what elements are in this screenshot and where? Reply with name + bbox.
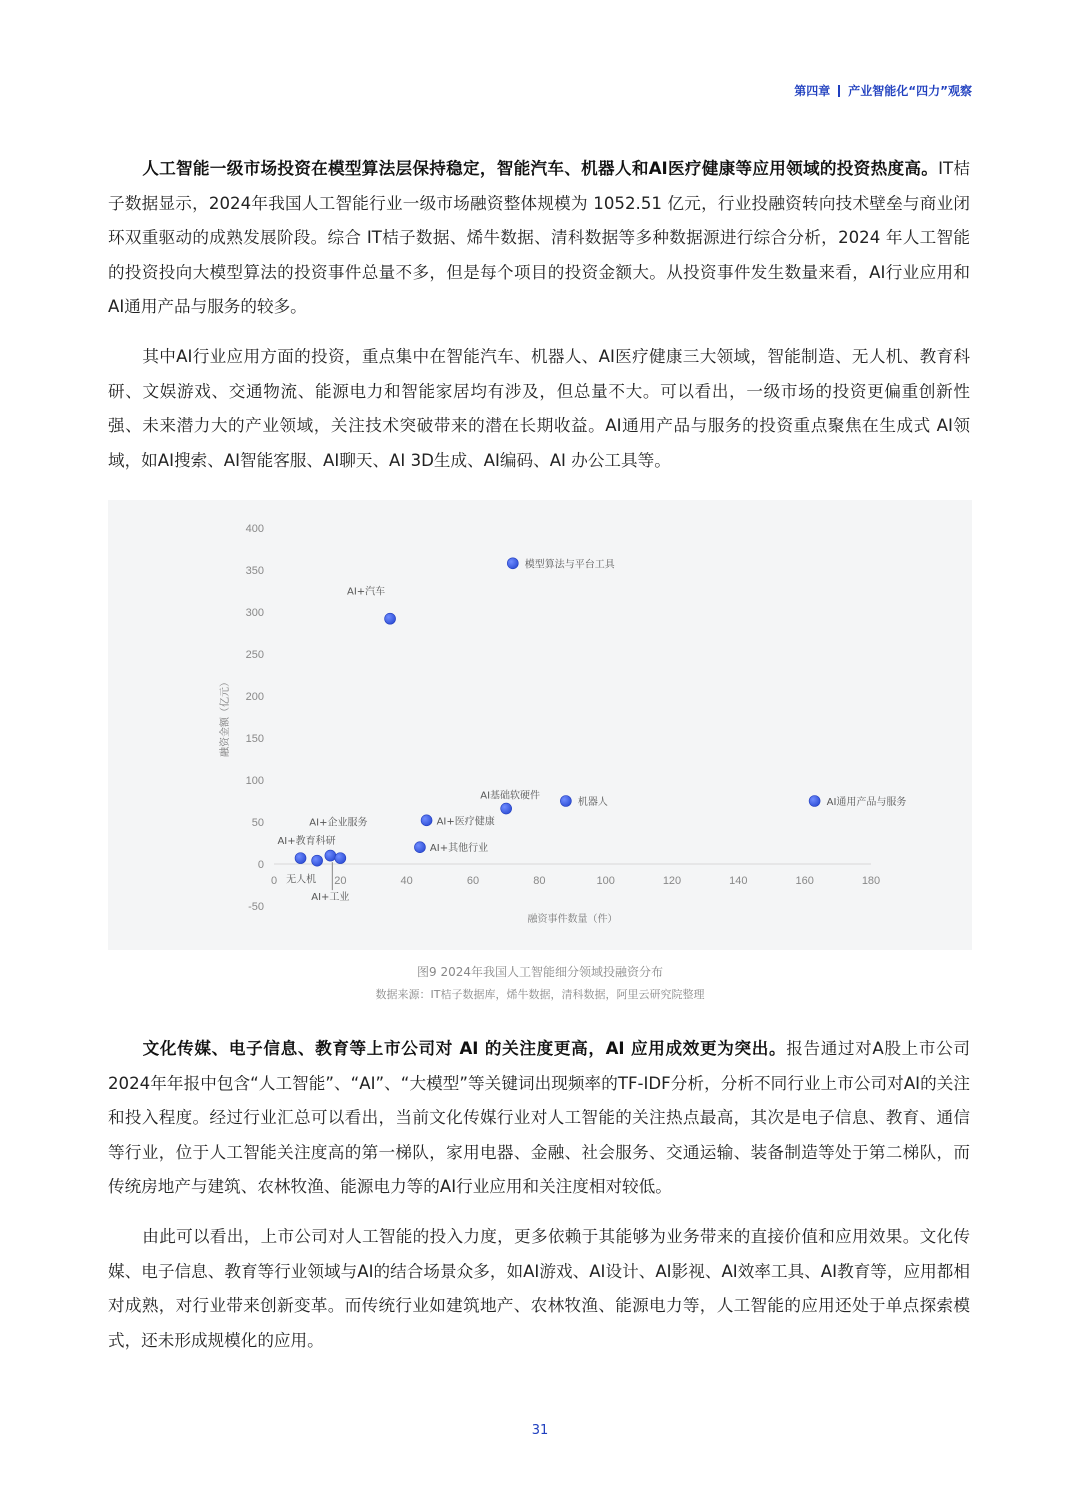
data-point-label: AI+其他行业	[429, 843, 489, 855]
data-point-label: 无人机	[286, 874, 317, 886]
paragraph-2-body: 其中AI行业应用方面的投资，重点集中在智能汽车、机器人、AI医疗健康三大领域，智能制造、无人机、教育科研、文娱游戏、交通物流、能源电力和智能家居均有涉及，但总量不大。可以看出，一级市场的投资更偏重创新性强、未来潜力大的产业领域，关注技术突破带来的潜在长期收益。AI通用产品与服务的投资重点聚焦在生成式 AI领域，如AI搜索、AI智能客服、AI聊天、AI 3D生成、AI编码、AI 办公工具等。	[108, 347, 970, 470]
data-point	[414, 842, 425, 853]
y-tick-label: 150	[245, 733, 264, 745]
y-tick-label: 0	[257, 859, 264, 871]
data-point-label: AI+汽车	[346, 586, 386, 598]
data-point-label: AI通用产品与服务	[826, 797, 907, 808]
y-tick-label: 300	[245, 607, 264, 619]
y-tick-label: 400	[245, 523, 264, 535]
y-tick-label: 100	[245, 775, 264, 787]
y-axis-title: 融资金额（亿元）	[220, 677, 231, 757]
data-point-label: 机器人	[577, 797, 608, 808]
data-point	[325, 850, 336, 861]
header-divider	[838, 85, 840, 97]
x-tick-label: 180	[861, 875, 881, 887]
x-tick-label: 120	[662, 875, 682, 887]
data-point	[560, 796, 571, 807]
y-tick-label: 250	[245, 649, 264, 661]
figure-caption: 图9 2024年我国人工智能细分领域投融资分布	[417, 965, 663, 979]
chapter-title: 产业智能化“四力”观察	[848, 84, 972, 98]
page-number: 31	[531, 1423, 549, 1438]
x-tick-label: 80	[533, 875, 546, 887]
data-point-label: AI基础软硬件	[480, 790, 541, 802]
paragraph-4	[108, 1220, 970, 1358]
data-point-label: AI+工业	[311, 892, 350, 904]
data-point	[385, 613, 396, 624]
paragraph-3	[108, 1032, 970, 1205]
paragraph-2	[108, 340, 970, 478]
chapter-label: 第四章	[794, 84, 831, 98]
x-tick-label: 20	[334, 875, 347, 887]
x-tick-label: 40	[400, 875, 413, 887]
page-header	[794, 82, 972, 99]
paragraph-4-body: 由此可以看出，上市公司对人工智能的投入力度，更多依赖于其能够为业务带来的直接价值和应用效果。文化传媒、电子信息、教育等行业领域与AI的结合场景众多，如AI游戏、AI设计、AI影视、AI效率工具、AI教育等，应用都相对成熟，对行业带来创新变革。而传统行业如建筑地产、农林牧渔、能源电力等，人工智能的应用还处于单点探索模式，还未形成规模化的应用。	[108, 1227, 970, 1350]
y-tick-label: 200	[245, 691, 264, 703]
x-tick-label: 60	[466, 875, 480, 887]
data-point	[501, 803, 512, 814]
data-point	[421, 815, 432, 826]
data-point	[295, 853, 306, 864]
scatter-chart	[108, 500, 972, 950]
y-tick-label: -50	[248, 901, 264, 913]
x-tick-label: 100	[596, 875, 615, 887]
x-tick-label: 140	[729, 875, 748, 887]
paragraph-1	[108, 152, 970, 325]
paragraph-1-body: IT桔子数据显示，2024年我国人工智能行业一级市场融资整体规模为 1052.51 亿元，行业投融资转向技术壁垒与商业闭环双重驱动的成熟发展阶段。综合 IT桔子数据、烯牛数据、清科数据等多种数据源进行综合分析，2024 年人工智能的投资投向大模型算法的投资事件总量不多，但是每个项目的投资金额大。从投资事件发生数量来看，AI行业应用和AI通用产品与服务的较多。	[108, 159, 971, 316]
data-point	[335, 853, 346, 864]
data-point-label: AI+医疗健康	[436, 816, 495, 828]
y-tick-label: 350	[245, 565, 264, 577]
x-tick-label: 160	[795, 875, 814, 887]
y-tick-label: 50	[251, 817, 264, 829]
figure-source: 数据来源：IT桔子数据库，烯牛数据，清科数据，阿里云研究院整理	[375, 988, 705, 1001]
data-point	[312, 855, 323, 866]
data-point-label: AI+教育科研	[277, 836, 336, 848]
scatter-chart-svg	[108, 500, 972, 950]
paragraph-1-lead: 人工智能一级市场投资在模型算法层保持稳定，智能汽车、机器人和AI医疗健康等应用领域的投资热度高。	[142, 159, 939, 178]
data-point	[507, 558, 518, 569]
paragraph-3-body: 报告通过对A股上市公司2024年年报中包含“人工智能”、“AI”、“大模型”等关键词出现频率的TF-IDF分析，分析不同行业上市公司对AI的关注和投入程度。经过行业汇总可以看出，当前文化传媒行业对人工智能的关注热点最高，其次是电子信息、教育、通信等行业，位于人工智能关注度高的第一梯队，家用电器、金融、社会服务、交通运输、装备制造等处于第二梯队，而传统房地产与建筑、农林牧渔、能源电力等的AI行业应用和关注度相对较低。	[108, 1039, 970, 1196]
data-point-label: 模型算法与平台工具	[524, 559, 615, 571]
paragraph-3-lead: 文化传媒、电子信息、教育等上市公司对 AI 的关注度更高，AI 应用成效更为突出。	[142, 1039, 787, 1058]
data-point	[809, 796, 820, 807]
data-point-label: AI+企业服务	[309, 817, 368, 829]
x-tick-label: 0	[270, 875, 278, 887]
x-axis-title: 融资事件数量（件）	[527, 914, 618, 925]
